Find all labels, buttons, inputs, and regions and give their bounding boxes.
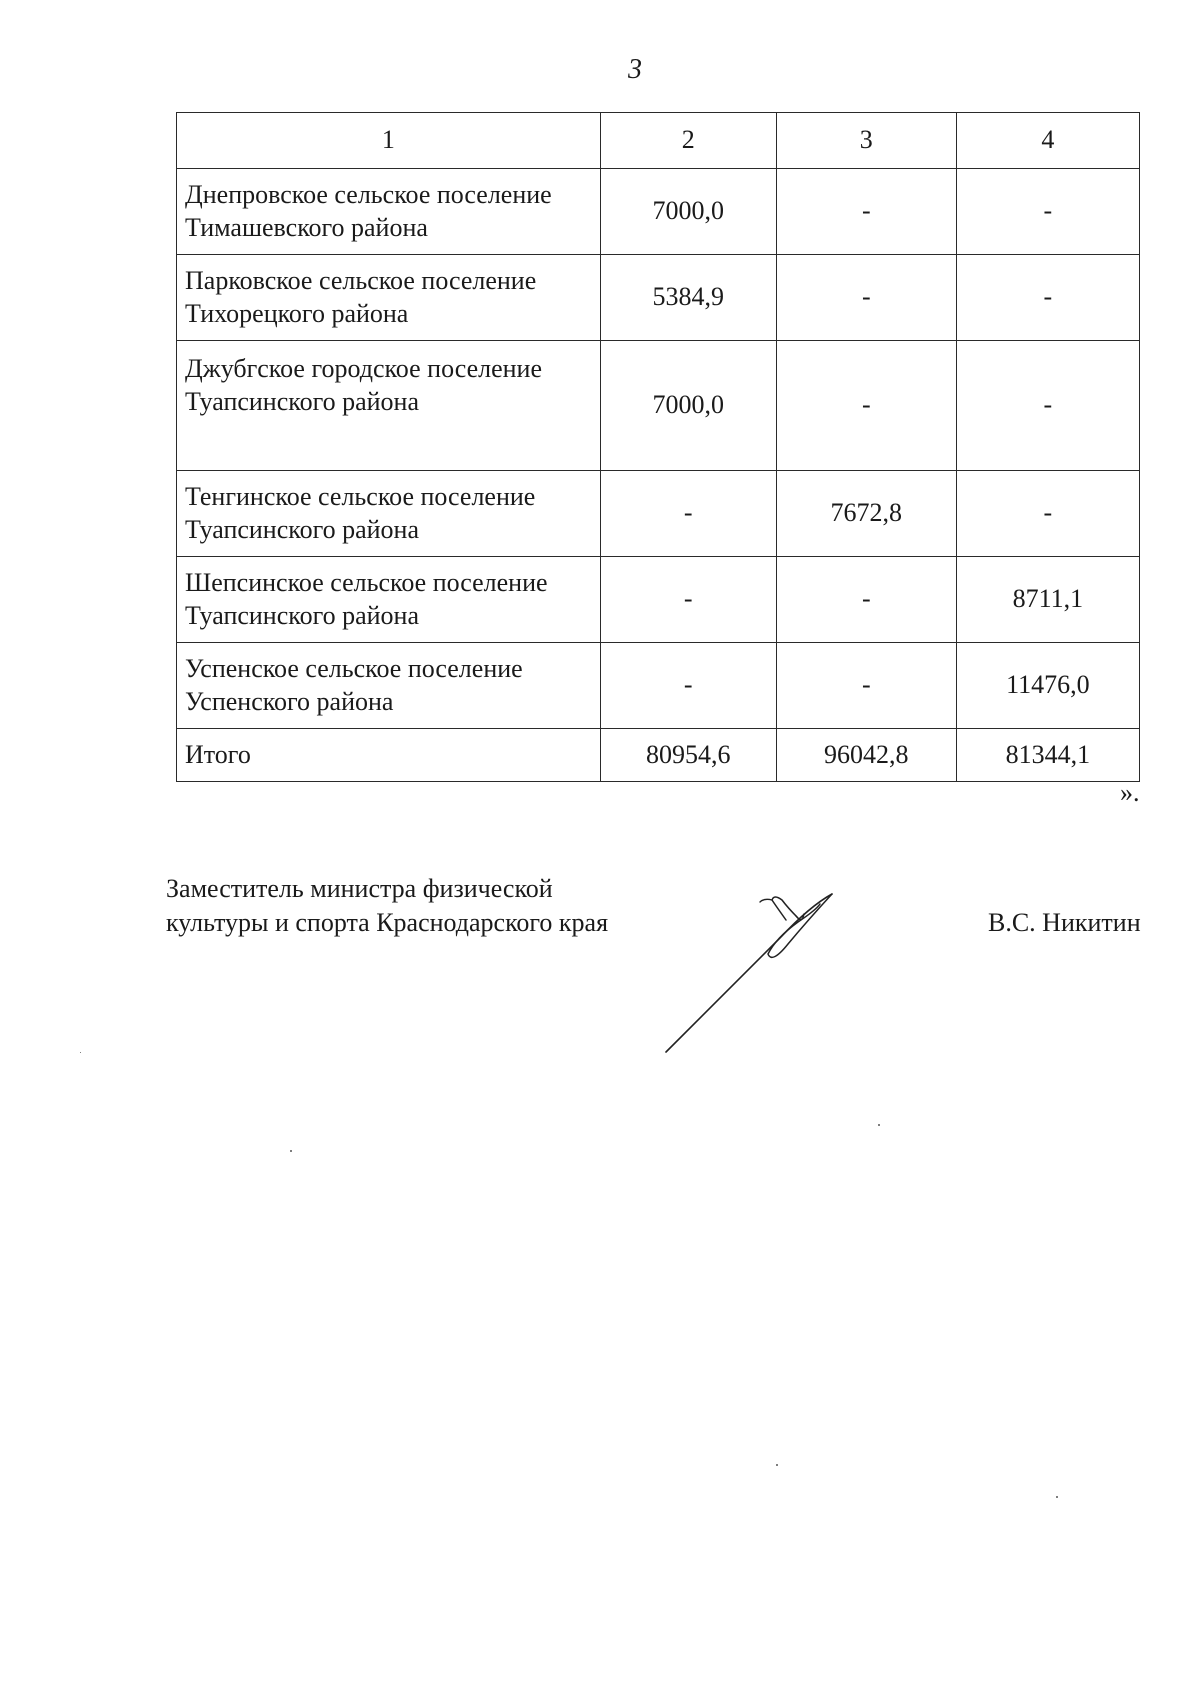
settlement-name: Джубгское городское поселение [185, 354, 543, 383]
settlement-name: Парковское сельское поселение [185, 266, 537, 295]
table-row [177, 643, 1140, 729]
closing-quote: ». [1120, 778, 1140, 807]
value-cell: 7000,0 [600, 341, 776, 471]
settlement-name-cell [177, 471, 601, 557]
district-name: Туапсинского района [185, 386, 419, 416]
header-cell: 3 [776, 113, 956, 169]
district-name: Успенского района [185, 686, 394, 716]
signer-title-line: культуры и спорта Краснодарского края [166, 908, 609, 937]
total-value: 96042,8 [776, 729, 956, 782]
value-cell: 8711,1 [956, 557, 1139, 643]
value-cell: - [776, 255, 956, 341]
signer-name: В.С. Никитин [988, 908, 1141, 937]
table-row [177, 255, 1140, 341]
settlement-name: Днепровское сельское поселение [185, 180, 552, 209]
header-cell: 4 [956, 113, 1139, 169]
scan-speck [878, 1124, 880, 1126]
table-row [177, 169, 1140, 255]
settlement-name: Тенгинское сельское поселение [185, 482, 536, 511]
value-cell: 5384,9 [600, 255, 776, 341]
scan-speck [1056, 1496, 1058, 1498]
total-label: Итого [177, 729, 601, 782]
settlement-name-cell [177, 169, 601, 255]
scan-speck [776, 1464, 778, 1466]
total-row [177, 729, 1140, 782]
value-cell: 7000,0 [600, 169, 776, 255]
value-cell: - [600, 643, 776, 729]
signer-title-line: Заместитель министра физической [166, 874, 553, 903]
value-cell: - [776, 341, 956, 471]
value-cell: - [776, 643, 956, 729]
total-value: 81344,1 [956, 729, 1139, 782]
scan-speck [80, 1052, 81, 1053]
handwritten-signature [660, 880, 860, 1060]
value-cell: - [776, 557, 956, 643]
data-table [176, 112, 1140, 782]
value-cell: - [600, 471, 776, 557]
district-name: Тихорецкого района [185, 298, 409, 328]
settlement-name: Шепсинское сельское поселение [185, 568, 548, 597]
value-cell: - [956, 471, 1139, 557]
table-row [177, 471, 1140, 557]
page-number: 3 [628, 54, 642, 85]
value-cell: - [956, 169, 1139, 255]
value-cell: - [776, 169, 956, 255]
value-cell: - [956, 255, 1139, 341]
settlement-name-cell [177, 255, 601, 341]
value-cell: - [600, 557, 776, 643]
table-header-row [177, 113, 1140, 169]
value-cell: - [956, 341, 1139, 471]
value-cell: 11476,0 [956, 643, 1139, 729]
value-cell: 7672,8 [776, 471, 956, 557]
table-row [177, 557, 1140, 643]
district-name: Туапсинского района [185, 600, 419, 630]
settlement-name-cell [177, 557, 601, 643]
total-value: 80954,6 [600, 729, 776, 782]
district-name: Туапсинского района [185, 514, 419, 544]
scan-speck [290, 1150, 292, 1152]
settlement-name-cell [177, 341, 601, 471]
settlement-name: Успенское сельское поселение [185, 654, 523, 683]
table-row [177, 341, 1140, 471]
header-cell: 2 [600, 113, 776, 169]
header-cell: 1 [177, 113, 601, 169]
district-name: Тимашевского района [185, 212, 428, 242]
signer-title [166, 872, 608, 940]
settlement-name-cell [177, 643, 601, 729]
